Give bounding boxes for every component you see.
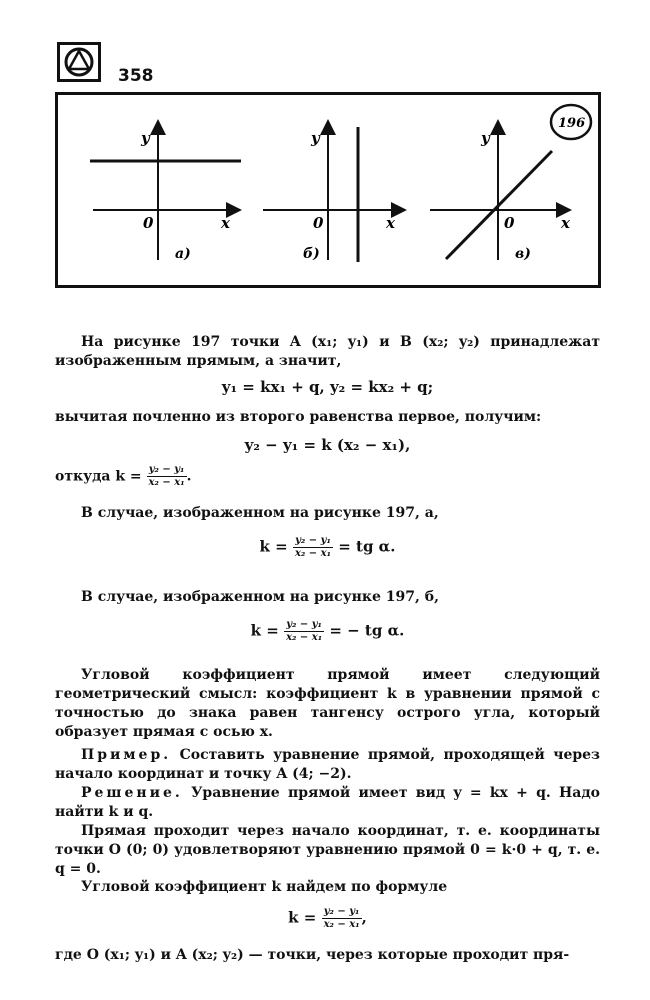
paragraph-7 bbox=[55, 746, 600, 784]
fraction-denominator: x₂ − x₁ bbox=[294, 548, 331, 559]
paragraph-8 bbox=[55, 784, 600, 822]
fraction-numerator: y₂ − y₁ bbox=[147, 464, 187, 477]
equation-1: y₁ = kx₁ + q, y₂ = kx₂ + q; bbox=[221, 378, 434, 396]
p3-suffix: . bbox=[186, 468, 192, 485]
paragraph-5: В случае, изображенном на рисунке 197, б, bbox=[81, 589, 439, 605]
equation-2: y₂ − y₁ = k (x₂ − x₁), bbox=[244, 436, 411, 454]
solution-label: Решение. bbox=[81, 785, 183, 801]
fraction-numerator: y₂ − y₁ bbox=[322, 906, 362, 919]
fraction-denominator: x₂ − x₁ bbox=[286, 632, 323, 643]
page-number: 358 bbox=[118, 66, 154, 86]
panel-b bbox=[263, 123, 403, 262]
equation-3 bbox=[55, 535, 600, 560]
y-label: y bbox=[481, 129, 490, 147]
eq4-prefix: k = bbox=[250, 621, 279, 640]
figure-graphs bbox=[58, 95, 598, 285]
panel-label-a: а) bbox=[175, 246, 191, 262]
p3-prefix: откуда k = bbox=[55, 468, 142, 485]
example-label: Пример. bbox=[81, 747, 172, 763]
example-text: Составить уравнение прямой, проходящей через начало координат и точку A (4; −2). bbox=[55, 747, 600, 782]
fraction-denominator: x₂ − x₁ bbox=[323, 919, 360, 930]
panel-label-c: в) bbox=[515, 246, 531, 262]
eq5-suffix: , bbox=[361, 908, 367, 927]
x-label: x bbox=[561, 214, 570, 232]
triangle-in-circle-logo-icon bbox=[60, 45, 98, 79]
y-label: y bbox=[141, 129, 150, 147]
paragraph-2: вычитая почленно из второго равенства первое, получим: bbox=[55, 409, 542, 425]
fraction bbox=[293, 535, 333, 560]
fraction bbox=[284, 619, 324, 644]
paragraph-10: Угловой коэффициент k найдем по формуле bbox=[81, 879, 448, 895]
eq5-prefix: k = bbox=[288, 908, 317, 927]
figure-number: 196 bbox=[558, 116, 586, 131]
fraction-denominator: x₂ − x₁ bbox=[148, 477, 185, 488]
panel-a bbox=[90, 123, 241, 262]
paragraph-4: В случае, изображенном на рисунке 197, а, bbox=[81, 505, 439, 521]
fraction bbox=[147, 464, 187, 489]
paragraph-9: Прямая проходит через начало координат, т. е. координаты точки O (0; 0) удовлетворяют уравнению прямой 0 = k·0 + q, т. е. q = 0. bbox=[55, 823, 600, 877]
eq3-prefix: k = bbox=[259, 537, 288, 556]
paragraph-6: Угловой коэффициент прямой имеет следующий геометрический смысл: коэффициент k в уравнении прямой с точностью до знака равен тангенсу острого угла, который образует прямая с осью x. bbox=[55, 667, 600, 740]
fraction-numerator: y₂ − y₁ bbox=[284, 619, 324, 632]
fraction-numerator: y₂ − y₁ bbox=[293, 535, 333, 548]
solution-text: Уравнение прямой имеет вид y = kx + q. Надо найти k и q. bbox=[55, 785, 600, 820]
x-label: x bbox=[221, 214, 230, 232]
panel-c bbox=[430, 105, 591, 262]
figure-196 bbox=[55, 92, 601, 288]
logo bbox=[57, 42, 101, 82]
paragraph-3 bbox=[55, 464, 600, 489]
equation-4 bbox=[55, 619, 600, 644]
y-label: y bbox=[311, 129, 320, 147]
eq3-suffix: = tg α. bbox=[338, 537, 396, 556]
fraction bbox=[322, 906, 362, 931]
origin-label: 0 bbox=[143, 214, 154, 232]
equation-5 bbox=[55, 906, 600, 931]
paragraph-1: На рисунке 197 точки A (x₁; y₁) и B (x₂; y₂) принадлежат изображенным прямым, а значит, bbox=[55, 334, 600, 369]
origin-label: 0 bbox=[313, 214, 324, 232]
paragraph-11: где O (x₁; y₁) и A (x₂; y₂) — точки, через которые проходит пря- bbox=[55, 947, 570, 963]
panel-label-b: б) bbox=[303, 246, 320, 262]
origin-label: 0 bbox=[504, 214, 515, 232]
eq4-suffix: = − tg α. bbox=[329, 621, 405, 640]
x-label: x bbox=[386, 214, 395, 232]
